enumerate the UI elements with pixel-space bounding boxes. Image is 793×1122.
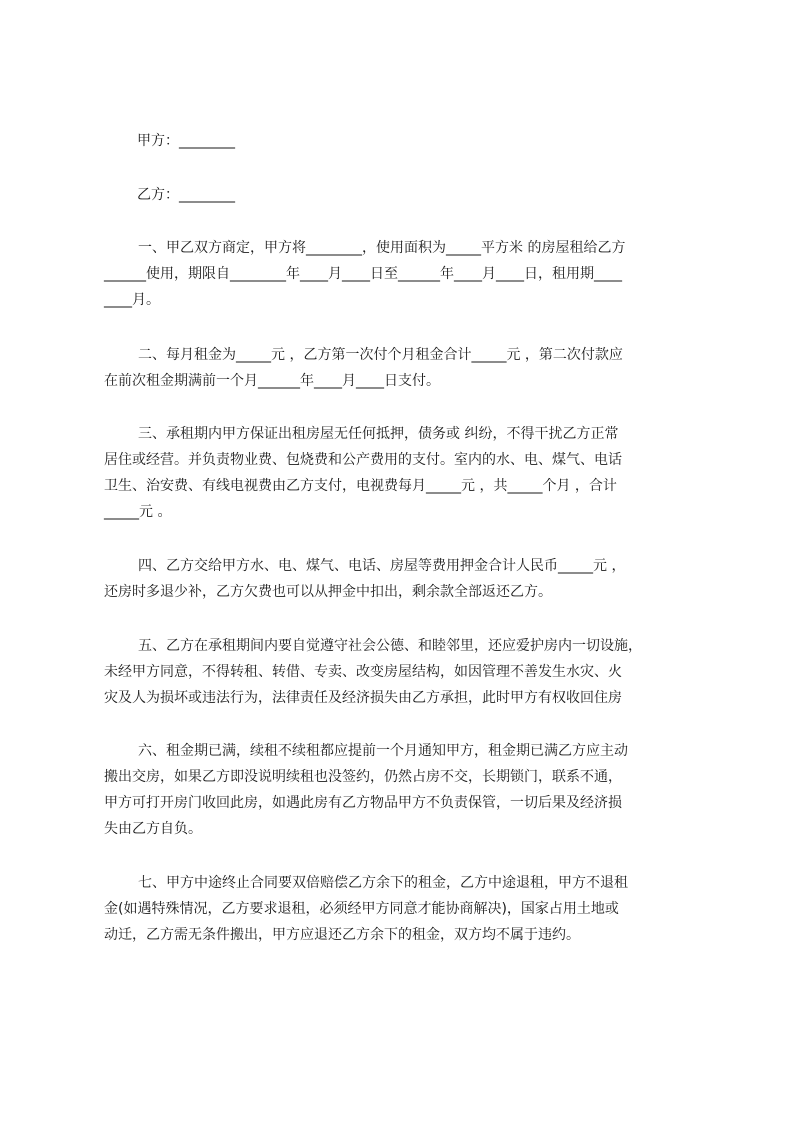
- clause-3-line-3: 卫生、治安费、有线电视费由乙方支付，电视费每月_____元 ，共_____个月 ，合计: [104, 478, 617, 494]
- clause-2: [104, 342, 700, 394]
- clause-7-line-2: 金(如遇特殊情况，乙方要求退租，必须经甲方同意才能协商解决)，国家占用土地或: [104, 901, 619, 917]
- clause-4-line-2: 还房时多退少补，乙方欠费也可以从押金中扣出，剩余款全部返还乙方。: [104, 584, 552, 600]
- clause-2-line-2: 在前次租金期满前一个月______年____月____日支付。: [104, 373, 440, 389]
- clause-5-line-2: 未经甲方同意，不得转租、转借、专卖、改变房屋结构，如因管理不善发生水灾、火: [104, 664, 622, 680]
- clause-3-line-2: 居住或经营。并负责物业费、包烧费和公产费用的支付。室内的水、电、煤气、电话: [104, 452, 622, 468]
- clause-3: [104, 421, 700, 525]
- party-b-line: 乙方：________: [137, 187, 235, 203]
- clause-6: [104, 738, 700, 842]
- clause-5-line-3: 灾及人为损坏或违法行为，法律责任及经济损失由乙方承担，此时甲方有权收回住房: [104, 690, 622, 706]
- clause-4-line-1: 四、乙方交给甲方水、电、煤气、电话、房屋等费用押金合计人民币_____元 ，: [138, 558, 626, 574]
- clause-1-line-2: ______使用，期限自________年____月____日至______年____月____日，租用期____: [104, 266, 622, 282]
- clause-7-line-3: 动迁，乙方需无条件搬出，甲方应退还乙方余下的租金，双方均不属于违约。: [104, 927, 580, 943]
- clause-5: [104, 633, 700, 711]
- clause-6-line-1: 六、租金期已满，续租不续租都应提前一个月通知甲方，租金期已满乙方应主动: [138, 743, 628, 759]
- clause-4: [104, 553, 700, 605]
- clause-6-line-3: 甲方可打开房门收回此房，如遇此房有乙方物品甲方不负责保管，一切后果及经济损: [104, 795, 622, 811]
- clause-6-line-4: 失由乙方自负。: [104, 821, 202, 837]
- clause-5-line-1: 五、乙方在承租期间内要自觉遵守社会公德、和睦邻里，还应爱护房内一切设施，: [138, 638, 642, 654]
- clause-2-line-1: 二、每月租金为_____元 ，乙方第一次付个月租金合计_____元 ，第二次付款应: [138, 347, 623, 363]
- clause-1-line-3: ____月。: [104, 292, 160, 308]
- party-a-line: 甲方：________: [137, 133, 235, 149]
- clause-3-line-1: 三、承租期内甲方保证出租房屋无任何抵押，债务或 纠纷，不得干扰乙方正常: [138, 426, 619, 442]
- clause-7: [104, 870, 700, 948]
- clause-1-line-1: 一、甲乙双方商定，甲方将________，使用面积为_____平方米 的房屋租给乙方: [138, 240, 626, 256]
- clause-1: [104, 235, 700, 313]
- clause-7-line-1: 七、甲方中途终止合同要双倍赔偿乙方余下的租金，乙方中途退租，甲方不退租: [138, 875, 628, 891]
- clause-6-line-2: 搬出交房，如果乙方即没说明续租也没签约，仍然占房不交，长期锁门，联系不通，: [104, 769, 622, 785]
- clause-3-line-4: _____元 。: [104, 504, 172, 520]
